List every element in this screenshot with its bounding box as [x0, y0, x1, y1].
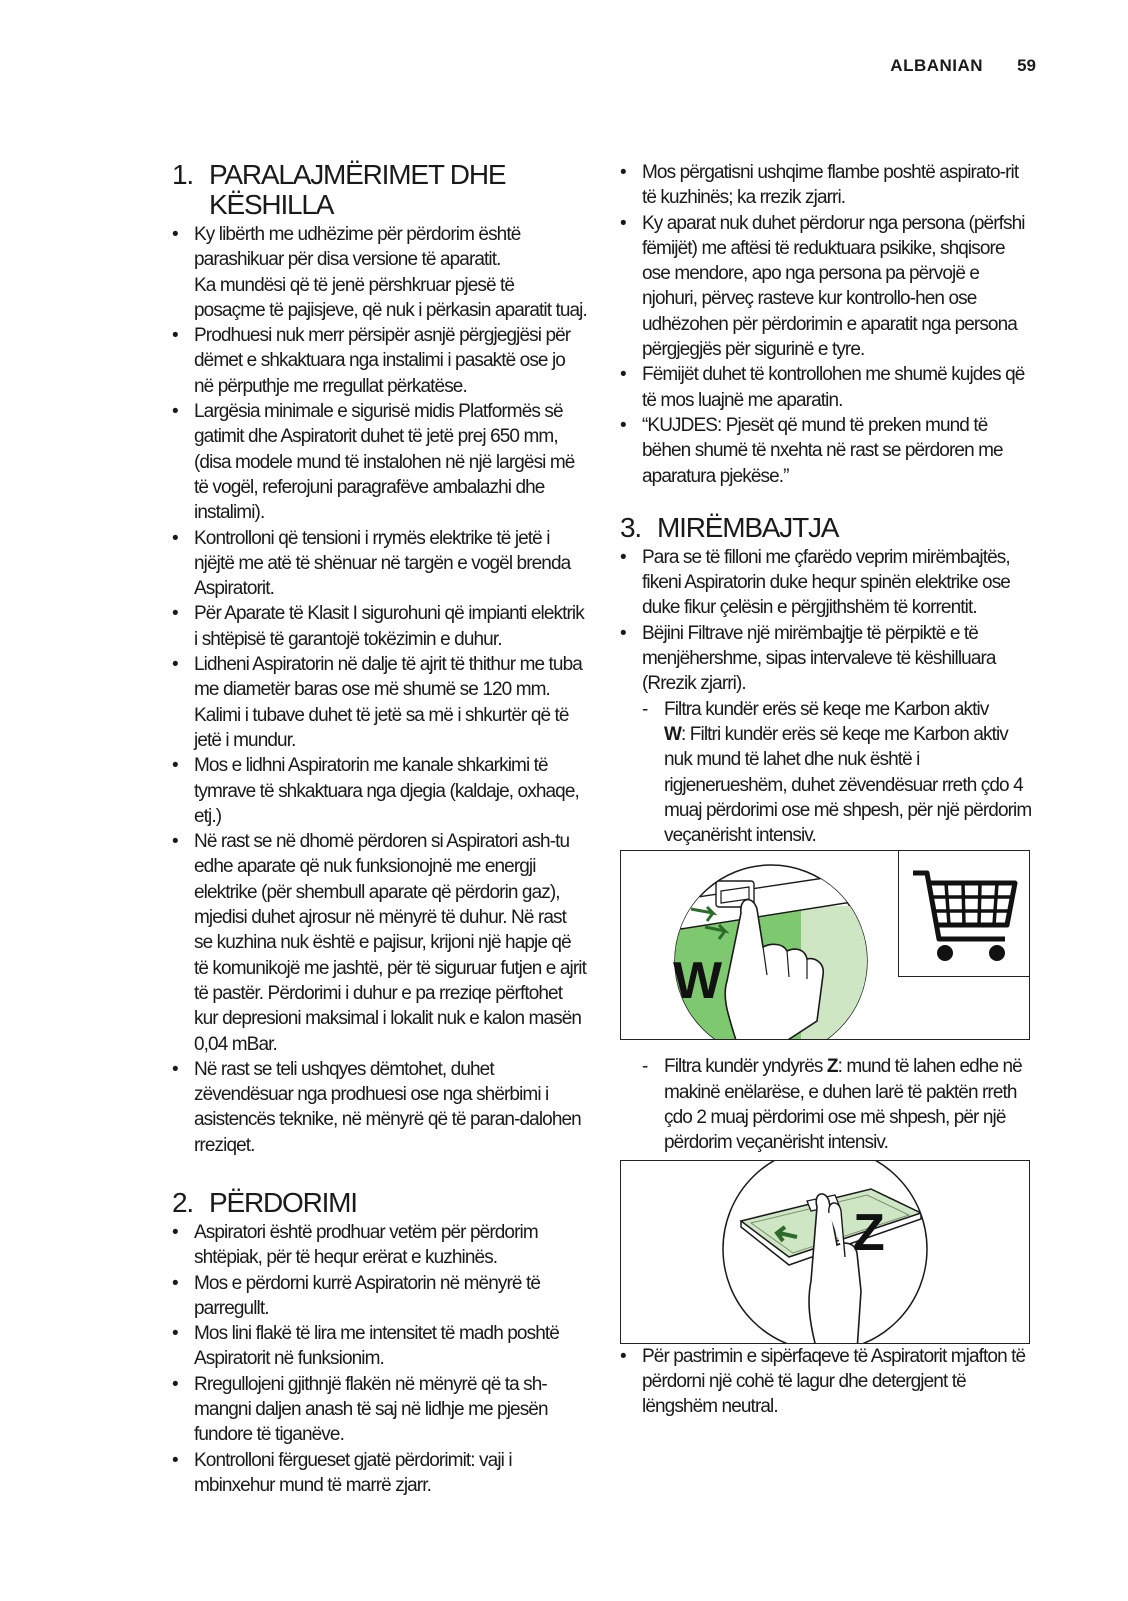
list-item: • Në rast se në dhomë përdoren si Aspiratori ash-tu edhe aparate që nuk funksionojnë me energji elektrike (për shembull aparate që përdorin gaz), mjedisi duhet ajrosur në mënyrë të duhur. Në rast se kuzhina nuk është e pajisur, krijoni një hapje që të komunikojë me jashtë, për të siguruar futjen e ajrit të pastër. Përdorimi i duhur e pa rreziqe përftohet kur depresioni maksimal i lokalit nuk e kalon masën 0,04 mBar.: [172, 829, 587, 1057]
list-item: • Në rast se teli ushqyes dëmtohet, duhet zëvendësuar nga prodhuesi ose nga shërbimi i asistencës teknike, në mënyrë që të paran-dalohen rreziqet.: [172, 1057, 587, 1158]
list-item: • Para se të filloni me çfarëdo veprim mirëmbajtës, fikeni Aspiratorin duke hequr spinën elektrike ose duke fikur çelësin e përgjithshëm të korrentit.: [620, 545, 1035, 621]
section-title: [209, 160, 587, 220]
filter-letter: W: [673, 952, 723, 1011]
section-1-list: [172, 222, 587, 1158]
section-title: PËRDORIMI: [209, 1186, 357, 1218]
section-number: 1.: [172, 159, 193, 190]
section-title: MIRËMBAJTJA: [657, 511, 839, 543]
list-item: • Për pastrimin e sipërfaqeve të Aspiratorit mjafton të përdorni një cohë të lagur dhe detergjent të lëngshëm neutral.: [620, 1344, 1035, 1420]
sub-item-grease-filter: - Filtra kundër yndyrës Z: mund të lahen edhe në makinë enëlarëse, e duhen larë të paktën rreth çdo 2 muaj përdorimi ose më shpesh, për një përdorim veçanërisht intensiv.: [620, 1054, 1035, 1155]
section-1-heading: [172, 160, 587, 220]
cart-box: [898, 851, 1029, 977]
list-item: • Bëjini Filtrave një mirëmbajtje të përpiktë e të menjëhershme, sipas intervaleve të këshilluara (Rrezik zjarri).: [620, 621, 1035, 697]
sub-item-carbon-filter: - Filtra kundër erës së keqe me Karbon aktiv W: Filtri kundër erës së keqe me Karbon aktiv nuk mund të lahet dhe nuk është i rigjenerueshëm, duhet zëvendësuar rreth çdo 4 muaj përdorimi ose më shpesh, për një përdorim veçanërisht intensiv.: [620, 697, 1035, 849]
list-item: • Prodhuesi nuk merr përsipër asnjë përgjegjësi për dëmet e shkaktuara nga instalimi i pasaktë ose jo në përputhje me rregullat përkatëse.: [172, 323, 587, 399]
bold-letter: Z: [826, 1056, 838, 1078]
carbon-filter-figure: [620, 850, 1030, 1040]
list-item: • Kontrolloni që tensioni i rrymës elektrike të jetë i njëjtë me atë të shënuar në targën e vogël brenda Aspiratorit.: [172, 526, 587, 602]
list-item: • Për Aparate të Klasit I sigurohuni që impianti elektrik i shtëpisë të garantojë tokëzimin e duhur.: [172, 601, 587, 652]
list-item: • Mos lini flakë të lira me intensitet të madh poshtë Aspiratorit në funksionim.: [172, 1321, 587, 1372]
list-item: • Ky libërth me udhëzime për përdorim është parashikuar për disa versione të aparatit. Ka mundësi që të jenë përshkruar pjesë të posaçme të pajisjeve, që nuk i përkasin aparatit tuaj.: [172, 222, 587, 323]
section-2-list-part1: [172, 1220, 587, 1498]
section-number: 3.: [620, 511, 641, 543]
section-3-final-list: [620, 1344, 1035, 1420]
list-item: • Mos e lidhni Aspiratorin me kanale shkarkimi të tymrave të shkaktuara nga djegia (kaldaje, oxhaqe, etj.): [172, 753, 587, 829]
section-title-line2: KËSHILLA: [209, 189, 334, 220]
section-title-line1: PARALAJMËRIMET DHE: [209, 159, 506, 190]
list-item: • Lidheni Aspiratorin në dalje të ajrit të thithur me tuba me diametër baras ose më shumë se 120 mm. Kalimi i tubave duhet të jetë sa më i shkurtër që të jetë i mundur.: [172, 652, 587, 753]
language-label: ALBANIAN: [890, 56, 984, 75]
section-2-list-part2: [620, 160, 1035, 489]
list-item: • Ky aparat nuk duhet përdorur nga persona (përfshi fëmijët) me aftësi të reduktuara psikike, shqisore ose mendore, apo nga persona pa përvojë e njohuri, përveç rasteve kur kontrollo-hen ose udhëzohen për përdorimin e aparatit nga persona përgjegjës për sigurinë e tyre.: [620, 211, 1035, 363]
bold-letter: W: [664, 723, 682, 745]
list-item: • Largësia minimale e sigurisë midis Platformës së gatimit dhe Aspiratorit duhet të jetë prej 650 mm, (disa modele mund të instalohen në një largësi më të vogël, referojuni paragrafëve ambalazhi dhe instalimi).: [172, 399, 587, 525]
page-header: [890, 56, 1036, 76]
list-item: • Mos përgatisni ushqime flambe poshtë aspirato-rit të kuzhinës; ka rrezik zjarri.: [620, 160, 1035, 211]
list-item: • “KUJDES: Pjesët që mund të preken mund të bëhen shumë të nxehta në rast se përdoren me aparatura pjekëse.”: [620, 413, 1035, 489]
left-column: [172, 160, 587, 1498]
section-number: 2.: [172, 1186, 193, 1218]
section-3-heading: [620, 513, 1035, 543]
list-item: • Rregullojeni gjithnjë flakën në mënyrë që ta sh-mangni daljen anash të saj në lidhje me pjesën fundore të tiganëve.: [172, 1372, 587, 1448]
page-number: 59: [1017, 56, 1036, 75]
right-column: [620, 160, 1035, 1420]
list-item: • Aspiratori është prodhuar vetëm për përdorim shtëpiak, për të hequr erërat e kuzhinës.: [172, 1220, 587, 1271]
section-2-heading: [172, 1188, 587, 1218]
list-item: • Kontrolloni fërgueset gjatë përdorimit: vaji i mbinxehur mund të marrë zjarr.: [172, 1448, 587, 1499]
filter-letter: Z: [853, 1203, 885, 1262]
shopping-cart-icon: [899, 851, 1029, 976]
grease-filter-figure: [620, 1160, 1030, 1344]
list-item-continuation: Ka mundësi që të jenë përshkruar pjesë të posaçme të pajisjeve, që nuk i përkasin aparatit tuaj.: [194, 274, 587, 321]
list-item: • Fëmijët duhet të kontrollohen me shumë kujdes që të mos luajnë me aparatin.: [620, 362, 1035, 413]
section-3-list: [620, 545, 1035, 697]
hand-removing-grease-filter-illustration: [621, 1161, 1029, 1343]
list-item: • Mos e përdorni kurrë Aspiratorin në mënyrë të parregullt.: [172, 1271, 587, 1322]
